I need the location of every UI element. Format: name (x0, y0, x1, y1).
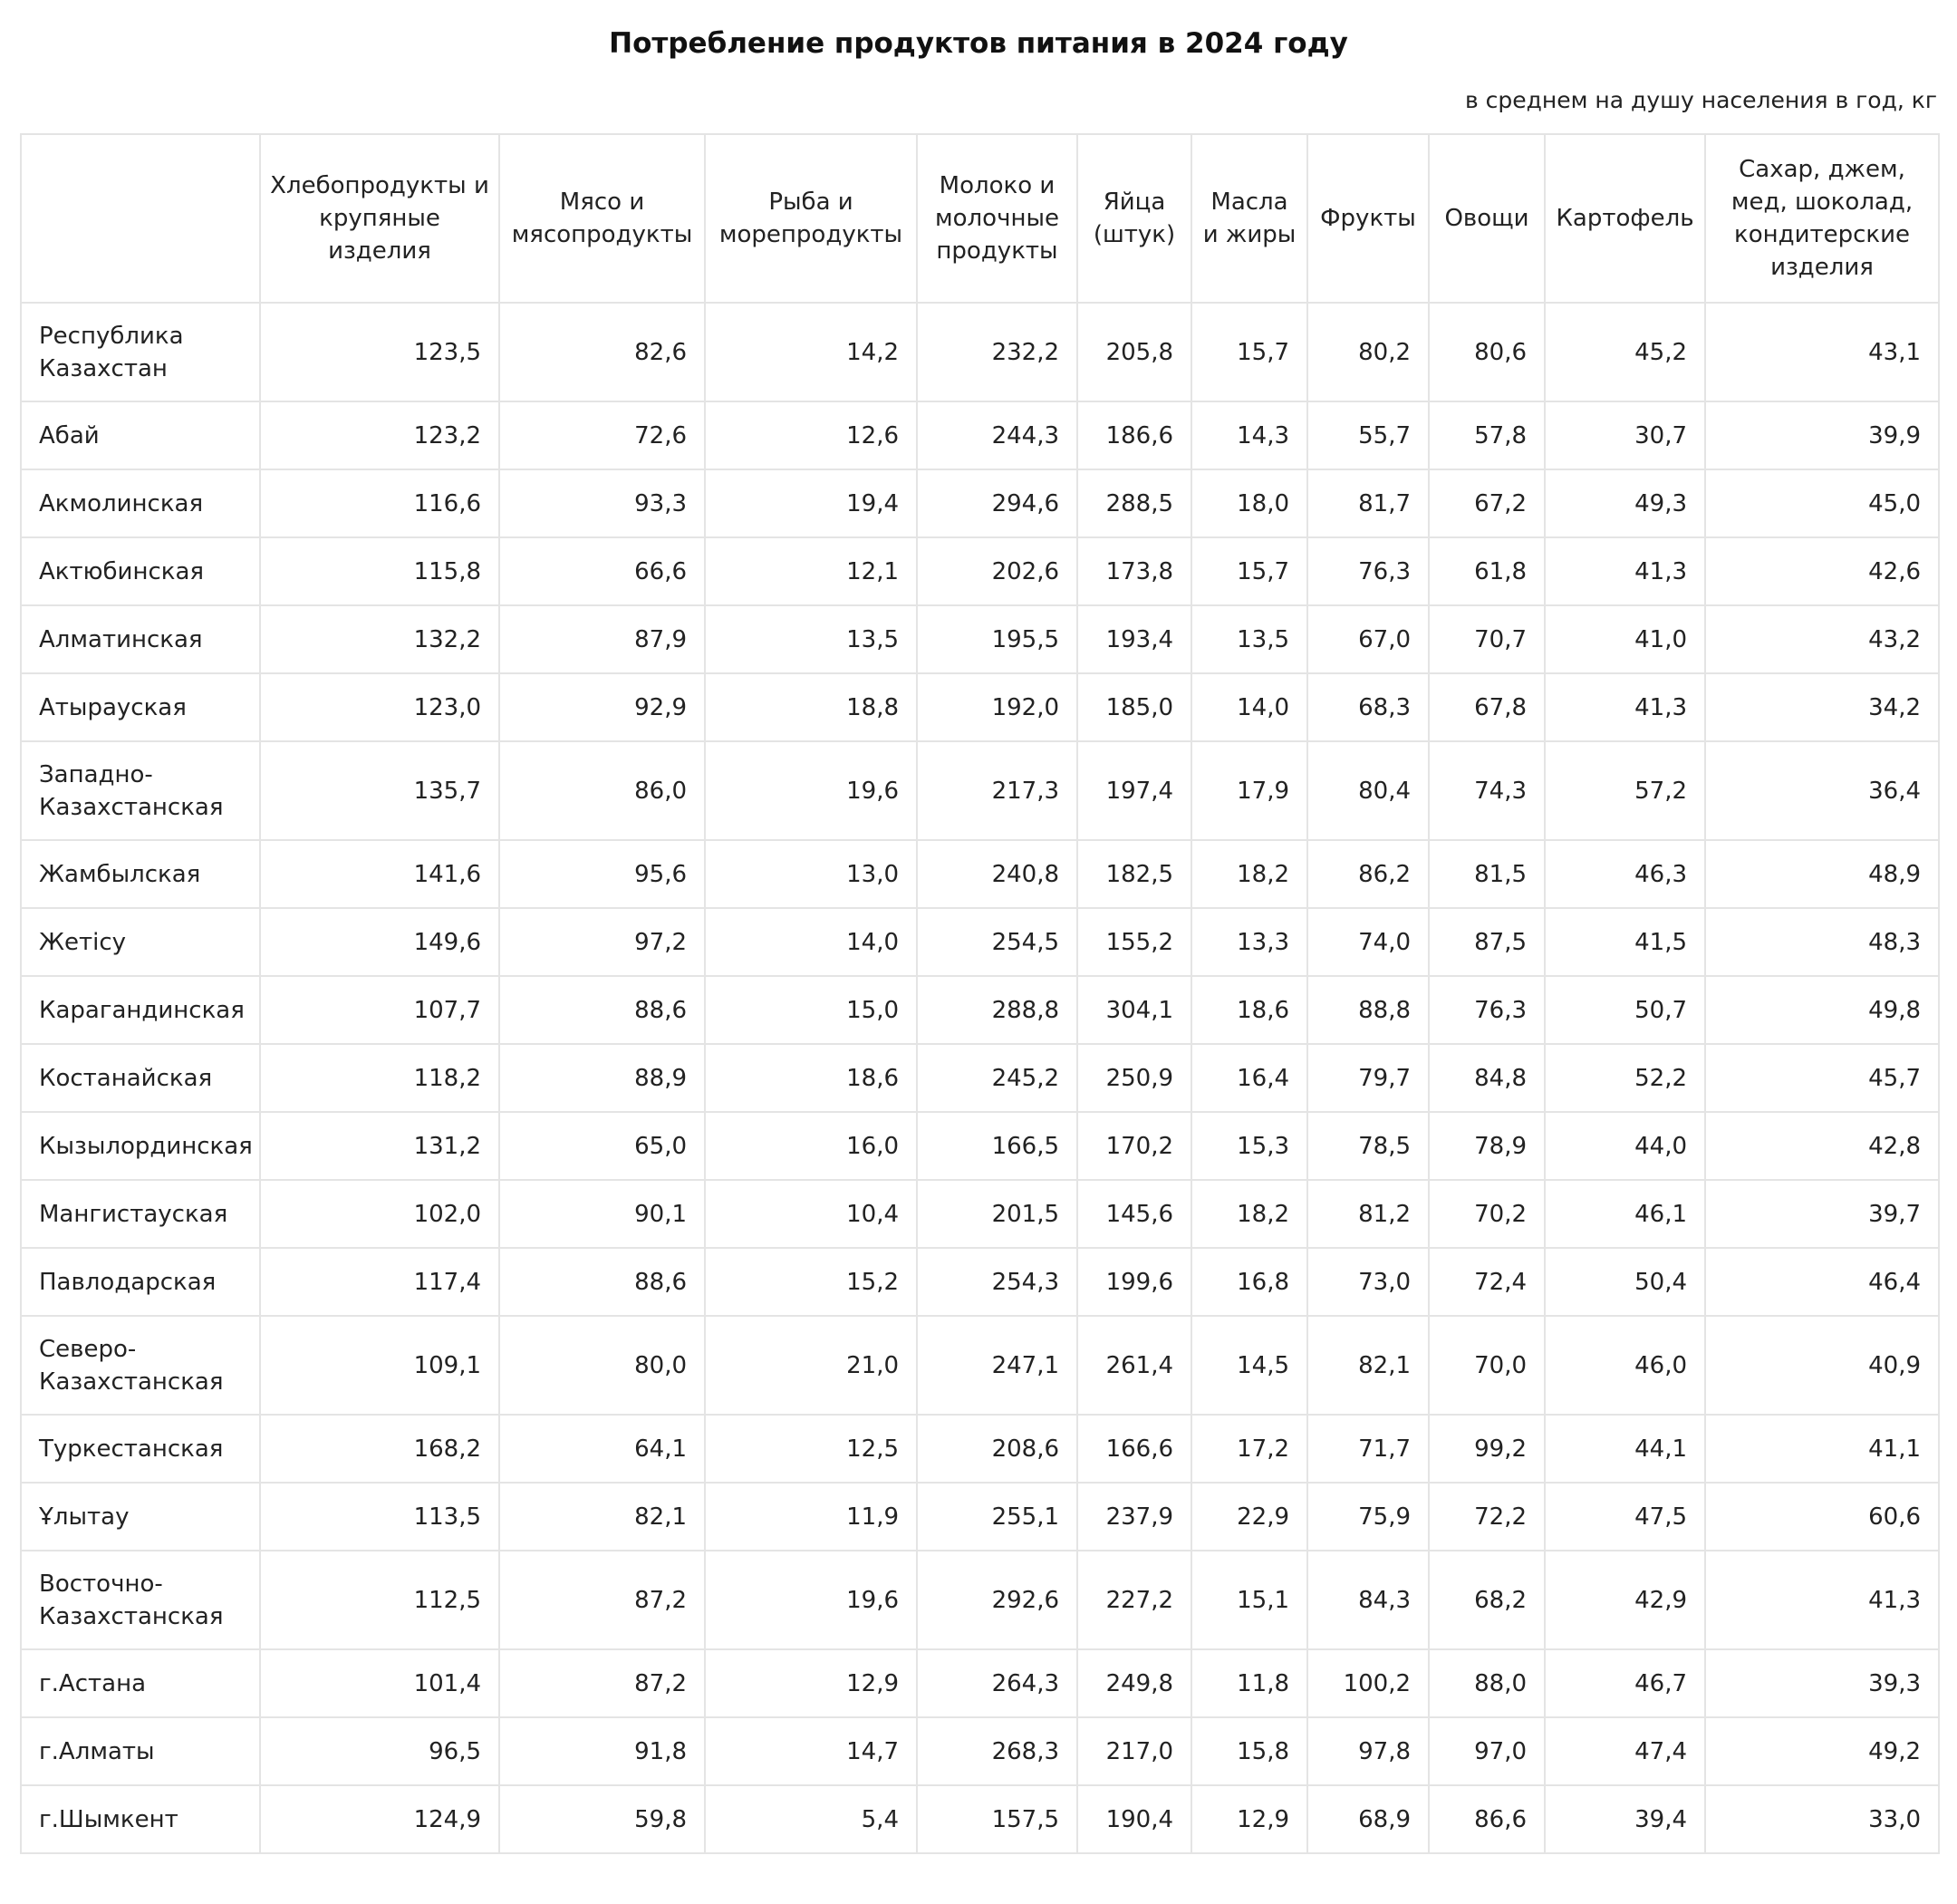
value-cell: 12,9 (1191, 1785, 1307, 1853)
table-row (21, 1112, 1939, 1180)
header-cell: Сахар, джем, мед, шоколад, кондитерские изделия (1705, 134, 1939, 303)
value-cell: 88,8 (1307, 976, 1429, 1044)
value-cell: 97,8 (1307, 1717, 1429, 1785)
value-cell: 173,8 (1077, 537, 1191, 605)
value-cell: 12,1 (705, 537, 917, 605)
value-cell: 16,4 (1191, 1044, 1307, 1112)
header-cell: Рыба и морепродукты (705, 134, 917, 303)
value-cell: 44,1 (1545, 1415, 1705, 1483)
value-cell: 264,3 (917, 1649, 1077, 1717)
table-row (21, 1248, 1939, 1316)
value-cell: 115,8 (260, 537, 499, 605)
value-cell: 193,4 (1077, 605, 1191, 673)
value-cell: 75,9 (1307, 1483, 1429, 1551)
value-cell: 88,9 (499, 1044, 705, 1112)
value-cell: 67,2 (1429, 469, 1545, 537)
value-cell: 304,1 (1077, 976, 1191, 1044)
value-cell: 14,7 (705, 1717, 917, 1785)
value-cell: 15,8 (1191, 1717, 1307, 1785)
table-row (21, 1551, 1939, 1649)
value-cell: 91,8 (499, 1717, 705, 1785)
value-cell: 13,5 (705, 605, 917, 673)
value-cell: 11,8 (1191, 1649, 1307, 1717)
value-cell: 80,6 (1429, 303, 1545, 401)
value-cell: 70,2 (1429, 1180, 1545, 1248)
value-cell: 168,2 (260, 1415, 499, 1483)
value-cell: 59,8 (499, 1785, 705, 1853)
table-row (21, 1316, 1939, 1415)
value-cell: 82,1 (499, 1483, 705, 1551)
value-cell: 124,9 (260, 1785, 499, 1853)
region-cell: г.Шымкент (21, 1785, 260, 1853)
value-cell: 30,7 (1545, 401, 1705, 469)
value-cell: 80,4 (1307, 741, 1429, 840)
region-cell: Восточно-Казахстанская (21, 1551, 260, 1649)
value-cell: 132,2 (260, 605, 499, 673)
value-cell: 41,0 (1545, 605, 1705, 673)
region-cell: Актюбинская (21, 537, 260, 605)
region-cell: Жетісу (21, 908, 260, 976)
region-cell: Павлодарская (21, 1248, 260, 1316)
value-cell: 201,5 (917, 1180, 1077, 1248)
value-cell: 42,6 (1705, 537, 1939, 605)
value-cell: 46,4 (1705, 1248, 1939, 1316)
header-cell: Картофель (1545, 134, 1705, 303)
value-cell: 17,9 (1191, 741, 1307, 840)
table-row (21, 908, 1939, 976)
value-cell: 84,8 (1429, 1044, 1545, 1112)
value-cell: 107,7 (260, 976, 499, 1044)
value-cell: 48,3 (1705, 908, 1939, 976)
header-cell: Фрукты (1307, 134, 1429, 303)
value-cell: 71,7 (1307, 1415, 1429, 1483)
value-cell: 15,0 (705, 976, 917, 1044)
value-cell: 96,5 (260, 1717, 499, 1785)
region-cell: Жамбылская (21, 840, 260, 908)
value-cell: 17,2 (1191, 1415, 1307, 1483)
value-cell: 44,0 (1545, 1112, 1705, 1180)
value-cell: 13,0 (705, 840, 917, 908)
region-cell: Акмолинская (21, 469, 260, 537)
value-cell: 16,8 (1191, 1248, 1307, 1316)
value-cell: 254,3 (917, 1248, 1077, 1316)
value-cell: 52,2 (1545, 1044, 1705, 1112)
value-cell: 80,2 (1307, 303, 1429, 401)
value-cell: 49,2 (1705, 1717, 1939, 1785)
value-cell: 247,1 (917, 1316, 1077, 1415)
value-cell: 18,0 (1191, 469, 1307, 537)
region-cell: Мангистауская (21, 1180, 260, 1248)
value-cell: 14,3 (1191, 401, 1307, 469)
table-row (21, 741, 1939, 840)
value-cell: 18,6 (1191, 976, 1307, 1044)
region-cell: Ұлытау (21, 1483, 260, 1551)
value-cell: 39,7 (1705, 1180, 1939, 1248)
value-cell: 245,2 (917, 1044, 1077, 1112)
table-row (21, 1044, 1939, 1112)
value-cell: 202,6 (917, 537, 1077, 605)
value-cell: 72,4 (1429, 1248, 1545, 1316)
value-cell: 21,0 (705, 1316, 917, 1415)
value-cell: 22,9 (1191, 1483, 1307, 1551)
value-cell: 123,2 (260, 401, 499, 469)
value-cell: 288,8 (917, 976, 1077, 1044)
header-cell: Овощи (1429, 134, 1545, 303)
value-cell: 87,2 (499, 1649, 705, 1717)
value-cell: 197,4 (1077, 741, 1191, 840)
value-cell: 135,7 (260, 741, 499, 840)
region-cell: Карагандинская (21, 976, 260, 1044)
value-cell: 92,9 (499, 673, 705, 741)
value-cell: 72,2 (1429, 1483, 1545, 1551)
value-cell: 261,4 (1077, 1316, 1191, 1415)
unit-note: в среднем на душу населения в год, кг (1464, 87, 1937, 113)
value-cell: 86,0 (499, 741, 705, 840)
value-cell: 123,0 (260, 673, 499, 741)
table-row (21, 673, 1939, 741)
value-cell: 16,0 (705, 1112, 917, 1180)
value-cell: 36,4 (1705, 741, 1939, 840)
value-cell: 185,0 (1077, 673, 1191, 741)
value-cell: 117,4 (260, 1248, 499, 1316)
region-cell: Абай (21, 401, 260, 469)
value-cell: 43,2 (1705, 605, 1939, 673)
value-cell: 33,0 (1705, 1785, 1939, 1853)
region-cell: Костанайская (21, 1044, 260, 1112)
value-cell: 166,6 (1077, 1415, 1191, 1483)
value-cell: 86,2 (1307, 840, 1429, 908)
region-cell: Северо-Казахстанская (21, 1316, 260, 1415)
value-cell: 45,2 (1545, 303, 1705, 401)
header-cell: Хлебопродукты и крупяные изделия (260, 134, 499, 303)
value-cell: 88,0 (1429, 1649, 1545, 1717)
header-cell-region (21, 134, 260, 303)
value-cell: 123,5 (260, 303, 499, 401)
value-cell: 149,6 (260, 908, 499, 976)
value-cell: 18,6 (705, 1044, 917, 1112)
value-cell: 68,2 (1429, 1551, 1545, 1649)
table-body (21, 303, 1939, 1853)
value-cell: 45,7 (1705, 1044, 1939, 1112)
value-cell: 18,2 (1191, 840, 1307, 908)
value-cell: 14,0 (1191, 673, 1307, 741)
consumption-table (20, 133, 1940, 1854)
value-cell: 97,0 (1429, 1717, 1545, 1785)
value-cell: 73,0 (1307, 1248, 1429, 1316)
value-cell: 87,5 (1429, 908, 1545, 976)
value-cell: 15,1 (1191, 1551, 1307, 1649)
value-cell: 13,5 (1191, 605, 1307, 673)
value-cell: 95,6 (499, 840, 705, 908)
value-cell: 41,1 (1705, 1415, 1939, 1483)
header-cell: Мясо и мясопродукты (499, 134, 705, 303)
value-cell: 292,6 (917, 1551, 1077, 1649)
value-cell: 157,5 (917, 1785, 1077, 1853)
value-cell: 131,2 (260, 1112, 499, 1180)
value-cell: 43,1 (1705, 303, 1939, 401)
value-cell: 74,3 (1429, 741, 1545, 840)
value-cell: 249,8 (1077, 1649, 1191, 1717)
region-cell: Республика Казахстан (21, 303, 260, 401)
value-cell: 254,5 (917, 908, 1077, 976)
value-cell: 240,8 (917, 840, 1077, 908)
table-row (21, 1649, 1939, 1717)
value-cell: 41,3 (1545, 673, 1705, 741)
value-cell: 48,9 (1705, 840, 1939, 908)
region-cell: Алматинская (21, 605, 260, 673)
table-row (21, 1717, 1939, 1785)
value-cell: 12,9 (705, 1649, 917, 1717)
value-cell: 88,6 (499, 1248, 705, 1316)
value-cell: 70,0 (1429, 1316, 1545, 1415)
value-cell: 141,6 (260, 840, 499, 908)
value-cell: 18,8 (705, 673, 917, 741)
header-cell: Молоко и молочные продукты (917, 134, 1077, 303)
value-cell: 86,6 (1429, 1785, 1545, 1853)
value-cell: 57,8 (1429, 401, 1545, 469)
value-cell: 39,9 (1705, 401, 1939, 469)
value-cell: 255,1 (917, 1483, 1077, 1551)
value-cell: 68,3 (1307, 673, 1429, 741)
value-cell: 72,6 (499, 401, 705, 469)
value-cell: 109,1 (260, 1316, 499, 1415)
value-cell: 232,2 (917, 303, 1077, 401)
value-cell: 12,6 (705, 401, 917, 469)
value-cell: 46,0 (1545, 1316, 1705, 1415)
value-cell: 227,2 (1077, 1551, 1191, 1649)
value-cell: 60,6 (1705, 1483, 1939, 1551)
value-cell: 14,5 (1191, 1316, 1307, 1415)
value-cell: 87,2 (499, 1551, 705, 1649)
value-cell: 100,2 (1307, 1649, 1429, 1717)
value-cell: 82,6 (499, 303, 705, 401)
value-cell: 118,2 (260, 1044, 499, 1112)
value-cell: 186,6 (1077, 401, 1191, 469)
table-row (21, 605, 1939, 673)
value-cell: 19,4 (705, 469, 917, 537)
table-row (21, 1180, 1939, 1248)
value-cell: 42,9 (1545, 1551, 1705, 1649)
value-cell: 46,1 (1545, 1180, 1705, 1248)
table-row (21, 469, 1939, 537)
value-cell: 19,6 (705, 741, 917, 840)
value-cell: 190,4 (1077, 1785, 1191, 1853)
value-cell: 10,4 (705, 1180, 917, 1248)
table-row (21, 1483, 1939, 1551)
value-cell: 39,4 (1545, 1785, 1705, 1853)
value-cell: 76,3 (1429, 976, 1545, 1044)
value-cell: 250,9 (1077, 1044, 1191, 1112)
value-cell: 155,2 (1077, 908, 1191, 976)
table-row (21, 1415, 1939, 1483)
region-cell: Атырауская (21, 673, 260, 741)
header-cell: Яйца (штук) (1077, 134, 1191, 303)
value-cell: 217,3 (917, 741, 1077, 840)
value-cell: 67,0 (1307, 605, 1429, 673)
value-cell: 101,4 (260, 1649, 499, 1717)
value-cell: 14,0 (705, 908, 917, 976)
value-cell: 90,1 (499, 1180, 705, 1248)
value-cell: 79,7 (1307, 1044, 1429, 1112)
value-cell: 15,7 (1191, 303, 1307, 401)
value-cell: 166,5 (917, 1112, 1077, 1180)
value-cell: 11,9 (705, 1483, 917, 1551)
value-cell: 42,8 (1705, 1112, 1939, 1180)
value-cell: 55,7 (1307, 401, 1429, 469)
value-cell: 64,1 (499, 1415, 705, 1483)
value-cell: 112,5 (260, 1551, 499, 1649)
value-cell: 244,3 (917, 401, 1077, 469)
value-cell: 170,2 (1077, 1112, 1191, 1180)
value-cell: 268,3 (917, 1717, 1077, 1785)
value-cell: 47,5 (1545, 1483, 1705, 1551)
value-cell: 78,5 (1307, 1112, 1429, 1180)
value-cell: 74,0 (1307, 908, 1429, 976)
table-row (21, 537, 1939, 605)
value-cell: 205,8 (1077, 303, 1191, 401)
value-cell: 93,3 (499, 469, 705, 537)
table-row (21, 303, 1939, 401)
value-cell: 87,9 (499, 605, 705, 673)
value-cell: 145,6 (1077, 1180, 1191, 1248)
table-row (21, 401, 1939, 469)
page-title: Потребление продуктов питания в 2024 году (609, 27, 1348, 60)
value-cell: 65,0 (499, 1112, 705, 1180)
value-cell: 57,2 (1545, 741, 1705, 840)
value-cell: 19,6 (705, 1551, 917, 1649)
value-cell: 15,7 (1191, 537, 1307, 605)
value-cell: 46,7 (1545, 1649, 1705, 1717)
value-cell: 99,2 (1429, 1415, 1545, 1483)
value-cell: 46,3 (1545, 840, 1705, 908)
value-cell: 82,1 (1307, 1316, 1429, 1415)
value-cell: 192,0 (917, 673, 1077, 741)
table-row (21, 840, 1939, 908)
value-cell: 199,6 (1077, 1248, 1191, 1316)
value-cell: 41,3 (1545, 537, 1705, 605)
value-cell: 61,8 (1429, 537, 1545, 605)
value-cell: 66,6 (499, 537, 705, 605)
value-cell: 288,5 (1077, 469, 1191, 537)
value-cell: 14,2 (705, 303, 917, 401)
table-row (21, 976, 1939, 1044)
value-cell: 12,5 (705, 1415, 917, 1483)
value-cell: 84,3 (1307, 1551, 1429, 1649)
header-cell: Масла и жиры (1191, 134, 1307, 303)
value-cell: 81,2 (1307, 1180, 1429, 1248)
value-cell: 18,2 (1191, 1180, 1307, 1248)
value-cell: 40,9 (1705, 1316, 1939, 1415)
value-cell: 41,3 (1705, 1551, 1939, 1649)
value-cell: 5,4 (705, 1785, 917, 1853)
value-cell: 49,3 (1545, 469, 1705, 537)
value-cell: 50,7 (1545, 976, 1705, 1044)
value-cell: 208,6 (917, 1415, 1077, 1483)
value-cell: 50,4 (1545, 1248, 1705, 1316)
value-cell: 182,5 (1077, 840, 1191, 908)
value-cell: 102,0 (260, 1180, 499, 1248)
value-cell: 70,7 (1429, 605, 1545, 673)
value-cell: 294,6 (917, 469, 1077, 537)
value-cell: 116,6 (260, 469, 499, 537)
value-cell: 78,9 (1429, 1112, 1545, 1180)
value-cell: 97,2 (499, 908, 705, 976)
value-cell: 49,8 (1705, 976, 1939, 1044)
value-cell: 67,8 (1429, 673, 1545, 741)
table-header-row (21, 134, 1939, 303)
value-cell: 80,0 (499, 1316, 705, 1415)
region-cell: Туркестанская (21, 1415, 260, 1483)
value-cell: 47,4 (1545, 1717, 1705, 1785)
value-cell: 195,5 (917, 605, 1077, 673)
value-cell: 15,3 (1191, 1112, 1307, 1180)
value-cell: 113,5 (260, 1483, 499, 1551)
value-cell: 13,3 (1191, 908, 1307, 976)
region-cell: г.Алматы (21, 1717, 260, 1785)
value-cell: 217,0 (1077, 1717, 1191, 1785)
value-cell: 81,7 (1307, 469, 1429, 537)
table-row (21, 1785, 1939, 1853)
value-cell: 237,9 (1077, 1483, 1191, 1551)
value-cell: 68,9 (1307, 1785, 1429, 1853)
value-cell: 15,2 (705, 1248, 917, 1316)
value-cell: 81,5 (1429, 840, 1545, 908)
value-cell: 34,2 (1705, 673, 1939, 741)
region-cell: г.Астана (21, 1649, 260, 1717)
region-cell: Западно-Казахстанская (21, 741, 260, 840)
value-cell: 88,6 (499, 976, 705, 1044)
value-cell: 41,5 (1545, 908, 1705, 976)
region-cell: Кызылординская (21, 1112, 260, 1180)
value-cell: 45,0 (1705, 469, 1939, 537)
value-cell: 76,3 (1307, 537, 1429, 605)
value-cell: 39,3 (1705, 1649, 1939, 1717)
